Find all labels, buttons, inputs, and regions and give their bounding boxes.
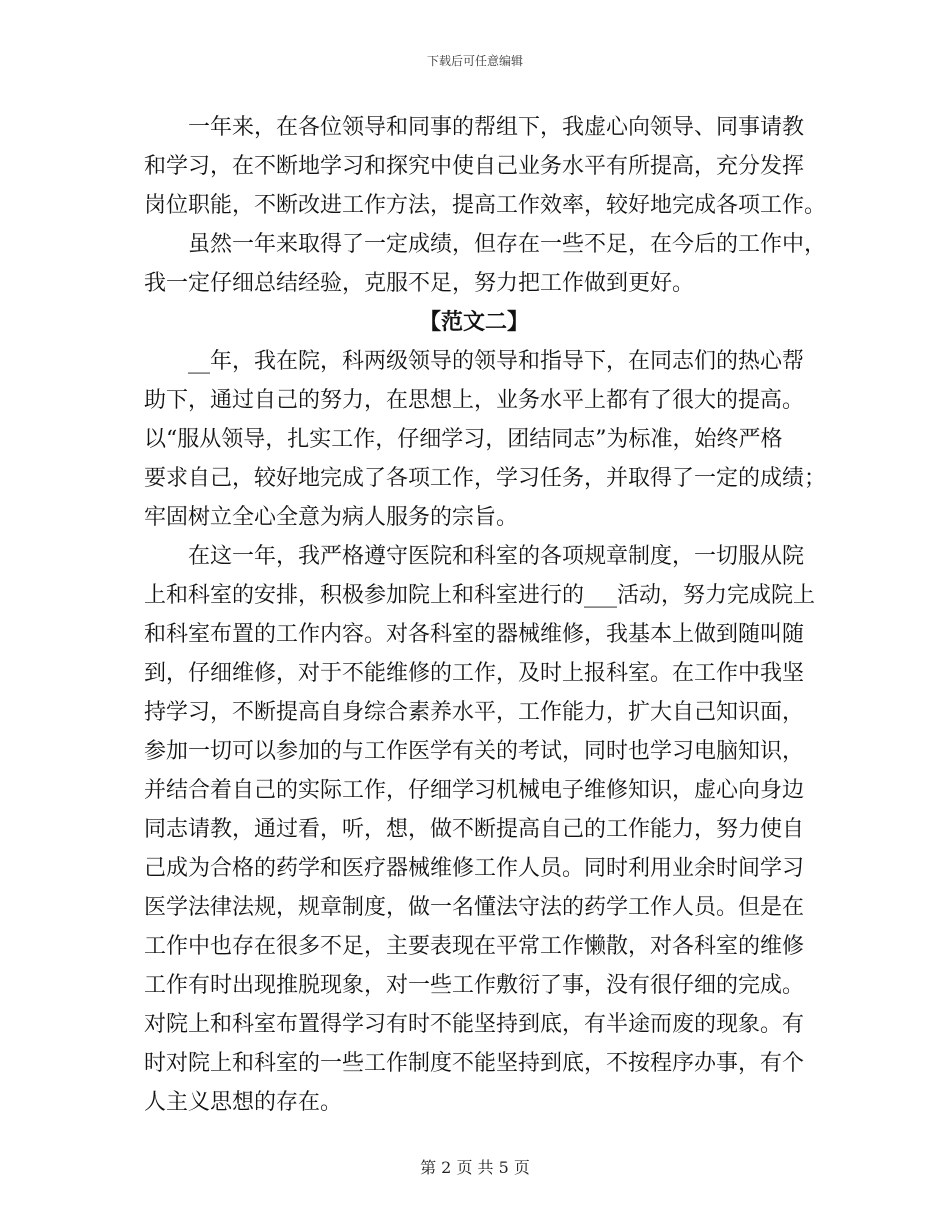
paragraph-line: 时对院上和科室的一些工作制度不能坚持到底，不按程序办事，有个 [144,1051,805,1076]
paragraph-line: 工作有时出现推脱现象，对一些工作敷衍了事，没有很仔细的完成。 [144,973,805,998]
paragraph-line: 要求自己，较好地完成了各项工作，学习任务，并取得了一定的成绩； [144,466,827,491]
paragraph-line: 医学法律法规，规章制度，做一名懂法守法的药学工作人员。但是在 [144,895,805,920]
paragraph-line: 以“服从领导，扎实工作，仔细学习，团结同志”为标准，始终严格 [144,427,783,452]
paragraph-line: 同志请教，通过看，听，想，做不断提高自己的工作能力，努力使自 [144,817,805,842]
paragraph-line: 在这一年，我严格遵守医院和科室的各项规章制度，一切服从院 [188,544,805,569]
header-note: 下载后可任意编辑 [426,54,523,68]
paragraph-line: 参加一切可以参加的与工作医学有关的考试，同时也学习电脑知识， [144,739,805,764]
paragraph-line: 和学习，在不断地学习和探究中使自己业务水平有所提高，充分发挥 [144,154,805,179]
paragraph-line: 我一定仔细总结经验，克服不足，努力把工作做到更好。 [144,271,695,296]
paragraph-line: 虽然一年来取得了一定成绩，但存在一些不足，在今后的工作中， [188,232,827,257]
paragraph-line: 一年来，在各位领导和同事的帮组下，我虚心向领导、同事请教 [188,115,805,140]
paragraph-line: 持学习，不断提高自身综合素养水平，工作能力，扩大自己知识面， [144,700,805,725]
paragraph-line: 上和科室的安排，积极参加院上和科室进行的___活动，努力完成院上 [144,583,816,608]
paragraph-line: 人主义思想的存在。 [144,1090,343,1115]
section-title: 【范文二】 [418,309,529,335]
paragraph-line: 对院上和科室布置得学习有时不能坚持到底，有半途而废的现象。有 [144,1012,805,1037]
paragraph-line: 工作中也存在很多不足，主要表现在平常工作懒散，对各科室的维修 [144,934,805,959]
paragraph-line: __年，我在院，科两级领导的领导和指导下，在同志们的热心帮 [188,349,805,374]
paragraph-line: 岗位职能，不断改进工作方法，提高工作效率，较好地完成各项工作。 [144,193,827,218]
paragraph-line: 和科室布置的工作内容。对各科室的器械维修，我基本上做到随叫随 [144,622,805,647]
paragraph-line: 到，仔细维修，对于不能维修的工作，及时上报科室。在工作中我坚 [144,661,805,686]
paragraph-line: 助下，通过自己的努力，在思想上，业务水平上都有了很大的提高。 [144,388,805,413]
document-body [144,108,827,1122]
paragraph-line: 并结合着自己的实际工作，仔细学习机械电子维修知识，虚心向身边 [144,778,805,803]
page-number: 第 2 页 共 5 页 [420,1158,530,1177]
paragraph-line: 牢固树立全心全意为病人服务的宗旨。 [144,505,519,530]
paragraph-line: 己成为合格的药学和医疗器械维修工作人员。同时利用业余时间学习 [144,856,805,881]
